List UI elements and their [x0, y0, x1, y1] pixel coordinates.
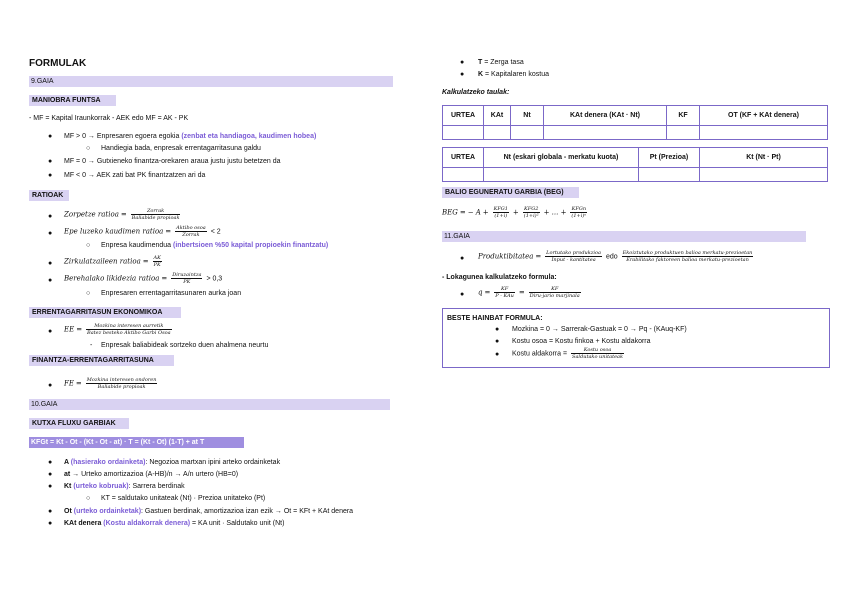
bullet: ● — [48, 213, 53, 220]
section-bar-gaia9 — [29, 76, 393, 87]
gaia9-label: 9.GAIA — [31, 78, 54, 85]
lokagune-label: - Lokagunea kalkulatzeko formula: — [442, 274, 557, 281]
bullet: ● — [48, 459, 53, 466]
kutxa-item-a: A (hasierako ordainketa): Negozioa martxan ipini arteko ordainketak — [64, 459, 281, 466]
sub-bullet: ○ — [86, 290, 91, 297]
beste-item-3: Kostu aldakorra = $\frac{\text{Kostu osoa}}{\text{Saldutako unitateak}}$ — [512, 347, 624, 360]
table1-header: OT (KF + KAt denera) — [700, 106, 828, 126]
beste-heading: BESTE HAINBAT FORMULA: — [447, 315, 543, 322]
bullet: ● — [460, 59, 465, 66]
kutxa-item-ot: Ot (urteko ordainketak): Gastuen berdinak, amortizazioa izan ezik → Ot = KFt + KAt denera — [64, 508, 354, 515]
lokagune-formula: q = $\frac{KF}{\text{P - KAu}}$ = $\frac{KF}{\text{Diru-jario marjinala}}$ — [478, 286, 580, 299]
bullet: ● — [48, 483, 53, 490]
kalkulatzeko-table-1 — [442, 105, 828, 140]
table2-header: Nt (eskari globala - merkatu kuota) — [484, 148, 639, 168]
bullet: ● — [460, 291, 465, 298]
ratio-epe-luzeko-sub: Enpresa kaudimendua (inbertsioen %50 kapital propioekin finantzatu) — [101, 242, 329, 249]
ee-heading: ERRENTAGARRITASUN EKONOMIKOA — [32, 309, 163, 316]
ratioak-heading: RATIOAK — [32, 192, 64, 199]
table2-header: Pt (Prezioa) — [639, 148, 700, 168]
bullet: ● — [495, 326, 500, 333]
bullet: ● — [495, 338, 500, 345]
maniobra-sub-1: Handiegia bada, enpresak errentagarritasuna galdu — [101, 145, 261, 152]
maniobra-heading: MANIOBRA FUNTSA — [32, 97, 101, 104]
kutxa-formula: KFGt = Kt - Ot - (Kt - Ot - at) · T = (Kt - Ot) (1-T) + at T — [31, 439, 205, 446]
maniobra-item-1: MF > 0 → Enpresaren egoera egokia (zenbat eta handiagoa, kaudimen hobea) — [64, 133, 317, 140]
ratio-zirkulatzaileen: Zirkulatzaileen ratioa = $\frac{AK}{PK}$ — [64, 255, 161, 268]
bullet: ● — [48, 328, 53, 335]
table1-header: KAt denera (KAt · Nt) — [544, 106, 667, 126]
fe-heading: FINANTZA-ERRENTAGARRITASUNA — [32, 357, 154, 364]
beg-formula: BEG = − A + $\frac{\text{KFG1}}{(1+i)}$ + $\frac{\text{KFG2}}{\text{(1+i)²}}$ + ... + $\frac{\text{KFGn}}{\text{(1+i)ⁿ}}$ — [442, 206, 587, 219]
right-item-k: K = Kapitalaren kostua — [478, 71, 550, 78]
ratio-berehalako-sub: Enpresaren errentagarritasunaren aurka joan — [101, 290, 242, 297]
maniobra-item-3: MF < 0 → AEK zati bat PK finantzatzen ari da — [64, 172, 206, 179]
ee-formula: EE = $\frac{\text{Mozkina interesen aurretik}}{\text{Batez besteko Aktibo Garbi Osoa}}$ — [64, 323, 171, 336]
bullet: ● — [48, 230, 53, 237]
gaia11-label: 11.GAIA — [444, 233, 470, 240]
page-title: FORMULAK — [29, 58, 87, 69]
sub-bullet: ○ — [86, 145, 91, 152]
sub-bullet: ○ — [86, 242, 91, 249]
maniobra-formula: - MF = Kapital Iraunkorrak - AEK edo MF = AK - PK — [29, 115, 189, 122]
table2-header: Kt (Nt · Pt) — [700, 148, 828, 168]
ee-sub: Enpresak baliabideak sortzeko duen ahalmena neurtu — [101, 342, 269, 349]
ratio-epe-luzeko: Epe luzeko kaudimen ratioa = $\frac{\text{Aktibo osoa}}{\text{Zorrak}}$ < 2 — [64, 225, 221, 238]
kalkulatzeko-table-2 — [442, 147, 828, 182]
gaia10-label: 10.GAIA — [31, 401, 58, 408]
table1-header: Nt — [511, 106, 544, 126]
kutxa-item-kt: Kt (urteko kobruak): Sarrera berdinak — [64, 483, 185, 490]
table2-header: URTEA — [443, 148, 484, 168]
bullet: ● — [48, 133, 53, 140]
beg-heading: BALIO EGUNERATU GARBIA (BEG) — [445, 189, 564, 196]
table1-header: KF — [667, 106, 700, 126]
table1-header: URTEA — [443, 106, 484, 126]
bullet: ● — [48, 520, 53, 527]
bullet: ● — [48, 382, 53, 389]
kutxa-heading: KUTXA FLUXU GARBIAK — [32, 420, 116, 427]
fe-formula: FE = $\frac{\text{Mozkina interesen ondoren}}{\text{Baliabide propioak}}$ — [64, 377, 157, 390]
ratio-zorpetze: Zorpetze ratioa = $\frac{\text{Zorrak}}{\text{Baliabide propioak}}$ — [64, 208, 180, 221]
produktibitatea-formula: Produktibitatea = $\frac{\text{Lortutako produkzioa}}{\text{Input - kantitatea}}$ edo $\frac{\text{Ekoiztutako produktuen balioa merkatu-prezioetan}}{\text{Erabilitako faktoreen balioa merkatu-prezioetan}}$ — [478, 250, 753, 263]
bullet: ● — [460, 71, 465, 78]
maniobra-item-2: MF = 0 → Gutxieneko finantza-orekaren araua justu justu betetzen da — [64, 158, 281, 165]
beste-item-1: Mozkina = 0 → Sarrerak-Gastuak = 0 → Pq - (KAuq-KF) — [512, 326, 687, 333]
bullet: ● — [495, 351, 500, 358]
bullet: ● — [48, 260, 53, 267]
section-bar-gaia11 — [442, 231, 806, 242]
ratio-berehalako: Berehalako likidezia ratioa = $\frac{\text{Diruzaintza}}{PK}$ > 0,3 — [64, 272, 223, 285]
sub-bullet: ○ — [86, 495, 91, 502]
bullet: ● — [48, 158, 53, 165]
kutxa-sub-kt: KT = saldutako unitateak (Nt) · Prezioa unitateko (Pt) — [101, 495, 266, 502]
bullet: ● — [48, 277, 53, 284]
beste-item-2: Kostu osoa = Kostu finkoa + Kostu aldakorra — [512, 338, 651, 345]
sub-bullet: - — [90, 342, 93, 349]
bullet: ● — [48, 508, 53, 515]
bullet: ● — [460, 255, 465, 262]
kutxa-item-at: at → Urteko amortizazioa (A-HB)/n → A/n urtero (HB=0) — [64, 471, 239, 478]
kutxa-item-kat: KAt denera (Kostu aldakorrak denera) = KA unit · Saldutako unit (Nt) — [64, 520, 285, 527]
table1-header: KAt — [484, 106, 511, 126]
right-item-t: T = Zerga tasa — [478, 59, 524, 66]
kalkulatzeko-label: Kalkulatzeko taulak: — [442, 89, 510, 96]
section-bar-gaia10 — [29, 399, 390, 410]
bullet: ● — [48, 471, 53, 478]
bullet: ● — [48, 172, 53, 179]
